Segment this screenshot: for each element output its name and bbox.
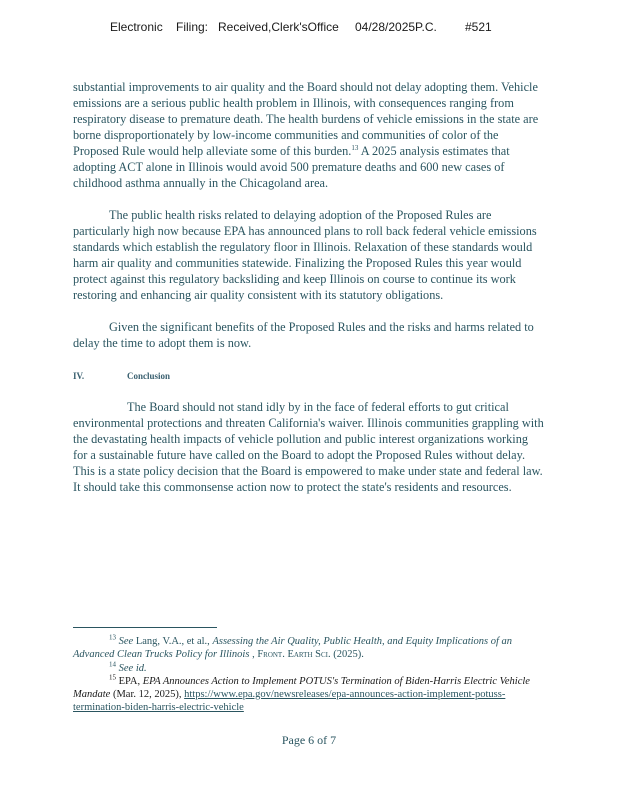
paragraph-health-problem: [73, 79, 545, 191]
footnote-release-title: EPA Announces Action to Implement POTUS's Termination of Biden-Harris Electric Vehicle Mandate: [73, 676, 530, 700]
paragraph-conclusion: The Board should not stand idly by in the face of federal efforts to gut critical environmental protections and threaten California's waiver. Illinois communities grappling with the devastating health impacts of vehicle pollution and public interest organizations working for a sustainable future have called on the Board to adopt the Proposed Rules without delay. This is a state policy decision that the Board is empowered to make under state and federal law. It should take this commonsense action now to protect the state's residents and resources.: [73, 400, 544, 494]
footnote-15: [73, 675, 545, 714]
section-number: IV.: [73, 371, 85, 381]
footnote-13: [73, 635, 545, 661]
footnote-date: (Mar. 12, 2025),: [110, 689, 185, 700]
footnote-authors: Lang, V.A., et al.,: [133, 636, 213, 647]
paragraph-public-health-risks: The public health risks related to delaying adoption of the Proposed Rules are particularly high now because EPA has announced plans to roll back federal vehicle emissions standards which establish the regulatory floor in Illinois. Relaxation of these standards would harm air quality and communities statewide. Finalizing the Proposed Rules this year would protect against this regulatory backsliding and keep Illinois on course to continue its work restoring and enhancing air quality consistent with its statutory obligations.: [73, 208, 537, 302]
header-filing: Filing:: [176, 20, 209, 34]
header-docket: #521: [465, 20, 492, 34]
footnote-text: See id.: [118, 663, 147, 674]
filing-header: [110, 20, 550, 38]
header-electronic: Electronic: [110, 20, 163, 34]
page-number: Page 6 of 7: [281, 733, 337, 747]
signal-see: See: [118, 636, 134, 647]
footnote-divider: [73, 627, 217, 628]
paragraph-benefits: Given the significant benefits of the Proposed Rules and the risks and harms related to delay the time to adopt them is now.: [73, 320, 534, 350]
header-date: 04/28/2025P.C.: [355, 20, 437, 34]
footnote-author: EPA,: [116, 676, 143, 687]
footnote-number: 13: [109, 633, 116, 642]
footnote-article-title: Assessing the Air Quality, Public Health, and Equity Implications of an Advanced Clean Trucks Policy for Illinois: [73, 636, 513, 660]
section-title: Conclusion: [127, 371, 171, 381]
paragraph-text: substantial improvements to air quality and the Board should not delay adopting them. Vehicle emissions are a serious public health problem in Illinois, with consequences ranging from respiratory disease to premature death. The health burdens of vehicle emissions in the state are borne disproportionately by low-income communities and communities of color of the Proposed Rule would help alleviate some of this burden.: [73, 80, 539, 158]
footnote-number: 14: [109, 660, 116, 669]
footnote-14: [73, 662, 545, 675]
header-received: Received,Clerk'sOffice: [218, 20, 339, 34]
footnote-url-link[interactable]: https://www.epa.gov/newsreleases/epa-announces-action-implement-potuss-termination-biden-harris-electric-vehicle: [73, 689, 506, 713]
paragraph-text: A 2025 analysis estimates that adopting ACT alone in Illinois would avoid 500 premature deaths and 600 new cases of childhood asthma annually in the Chicagoland area.: [73, 144, 510, 190]
footnote-number: 15: [109, 673, 116, 682]
footnote-ref-13[interactable]: 13: [351, 143, 359, 152]
footnote-journal: , Front. Earth Sci. (2025).: [249, 649, 364, 660]
